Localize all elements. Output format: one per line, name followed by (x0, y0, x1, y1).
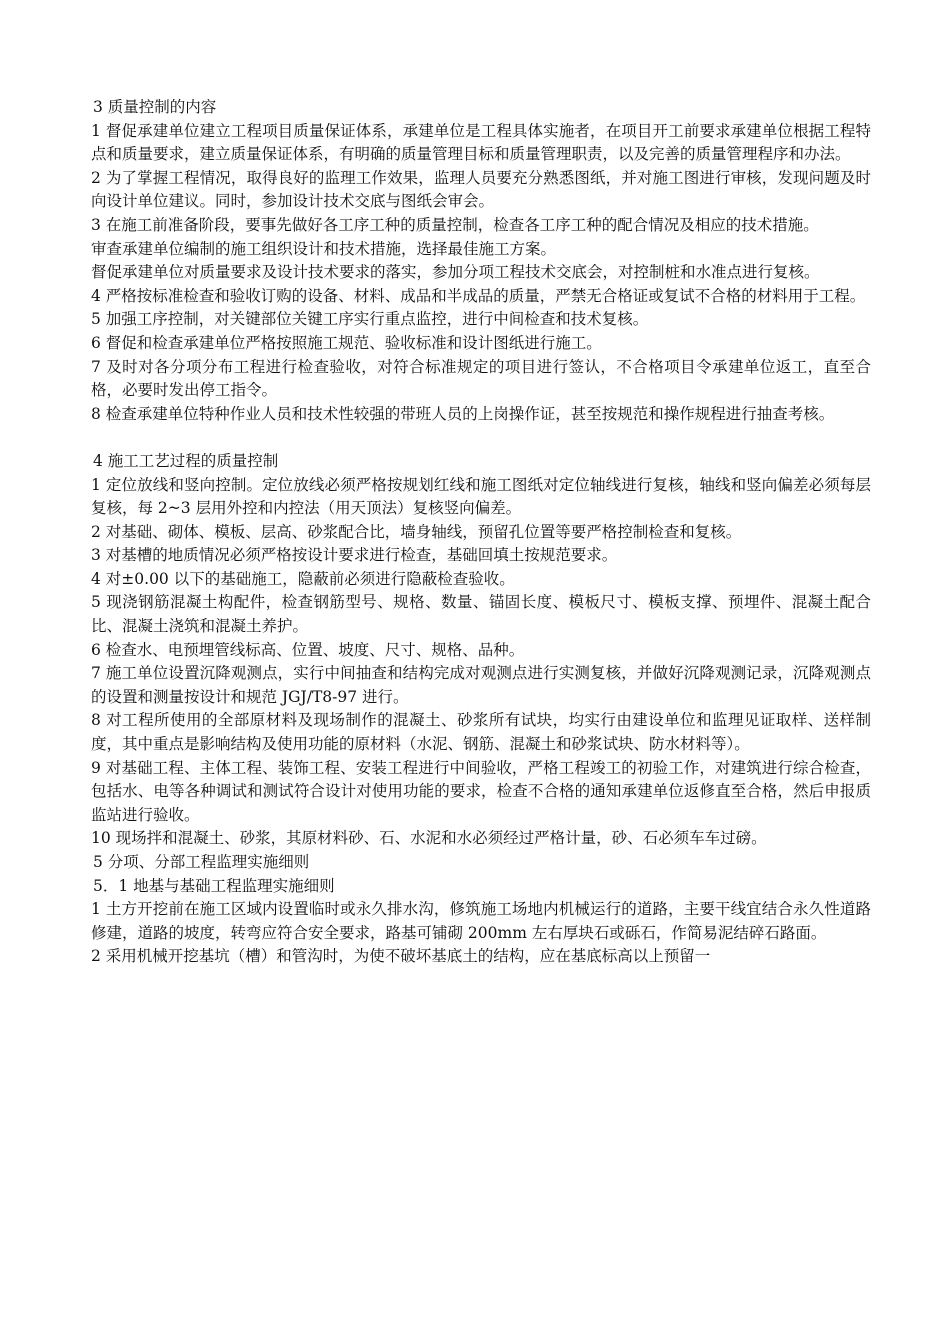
section-3-item-3a: 审查承建单位编制的施工组织设计和技术措施，选择最佳施工方案。 (91, 239, 557, 258)
section-4-item-1: 1 定位放线和竖向控制。定位放线必须严格按规划红线和施工图纸对定位轴线进行复核，轴线和竖向偏差必须每层复核，每 2~3 层用外控和内控法（用天顶法）复核竖向偏差。 (91, 475, 871, 518)
paragraph-gap (91, 426, 871, 450)
section-4-item-7: 7 施工单位设置沉降观测点，实行中间抽查和结构完成对观测点进行实测复核，并做好沉降观测记录，沉降观测点的设置和测量按设计和规范 JGJ/T8-97 进行。 (91, 664, 871, 706)
section-3-item-3: 3 在施工前准备阶段，要事先做好各工序工种的质量控制，检查各工序工种的配合情况及相应的技术措施。 (91, 215, 819, 234)
section-3-item-1: 1 督促承建单位建立工程项目质量保证体系，承建单位是工程具体实施者，在项目开工前要求承建单位根据工程特点和质量要求，建立质量保证体系，有明确的质量管理目标和质量管理职责，以及完善的质量管理程序和办法。 (91, 121, 871, 164)
section-3-title: 3 质量控制的内容 (93, 98, 217, 116)
section-4-item-9: 9 对基础工程、主体工程、装饰工程、安装工程进行中间验收，严格工程竣工的初验工作，对建筑进行综合检查，包括水、电等各种调试和测试符合设计对使用功能的要求，检查不合格的通知承建单位返修直至合格，然后申报质监站进行验收。 (91, 758, 871, 824)
section-5-1-item-1: 1 土方开挖前在施工区域内设置临时或永久排水沟，修筑施工场地内机械运行的道路，主要干线宜结合永久性道路修建，道路的坡度，转弯应符合安全要求，路基可铺砌 200mm 左右厚块石或砾石，作简易泥结碎石路面。 (91, 900, 871, 942)
section-4-item-5: 5 现浇钢筋混凝土构配件，检查钢筋型号、规格、数量、锚固长度、模板尺寸、模板支撑、预埋件、混凝土配合比、混凝土浇筑和混凝土养护。 (91, 593, 871, 636)
section-5-1-title: 5．1 地基与基础工程监理实施细则 (93, 876, 335, 895)
section-5-title: 5 分项、分部工程监理实施细则 (93, 853, 310, 871)
section-4-item-8: 8 对工程所使用的全部原材料及现场制作的混凝土、砂浆所有试块，均实行由建设单位和监理见证取样、送样制度，其中重点是影响结构及使用功能的原材料（水泥、钢筋、混凝土和砂浆试块、防水材料等）。 (91, 711, 871, 754)
section-3-item-2: 2 为了掌握工程情况，取得良好的监理工作效果，监理人员要充分熟悉图纸，并对施工图进行审核，发现问题及时向设计单位建议。同时，参加设计技术交底与图纸会审会。 (91, 168, 871, 211)
section-3-item-5: 5 加强工序控制，对关键部位关键工序实行重点监控，进行中间检查和技术复核。 (91, 310, 649, 329)
section-3-item-7: 7 及时对各分项分布工程进行检查验收，对符合标准规定的项目进行签认，不合格项目令承建单位返工，直至合格，必要时发出停工指令。 (91, 357, 871, 400)
section-3-item-6: 6 督促和检查承建单位严格按照施工规范、验收标准和设计图纸进行施工。 (91, 333, 602, 352)
section-4-title: 4 施工工艺过程的质量控制 (93, 451, 279, 470)
section-4-item-4: 4 对±0.00 以下的基础施工，隐蔽前必须进行隐蔽检查验收。 (91, 569, 515, 588)
section-4-item-2: 2 对基础、砌体、模板、层高、砂浆配合比，墙身轴线，预留孔位置等要严格控制检查和复核。 (91, 522, 742, 541)
section-4-item-3: 3 对基槽的地质情况必须严格按设计要求进行检查，基础回填土按规范要求。 (91, 546, 618, 565)
section-3-item-4: 4 严格按标准检查和验收订购的设备、材料、成品和半成品的质量，严禁无合格证或复试不合格的材料用于工程。 (91, 286, 866, 305)
section-3-item-3b: 督促承建单位对质量要求及设计技术要求的落实，参加分项工程技术交底会，对控制桩和水准点进行复核。 (91, 263, 820, 282)
section-5-1-item-2: 2 采用机械开挖基坑（槽）和管沟时，为使不破坏基底土的结构，应在基底标高以上预留一 (91, 947, 711, 966)
section-4-item-6: 6 检查水、电预埋管线标高、位置、坡度、尺寸、规格、品种。 (91, 640, 525, 659)
section-4-item-10: 10 现场拌和混凝土、砂浆，其原材料砂、石、水泥和水必须经过严格计量，砂、石必须车车过磅。 (91, 829, 767, 848)
section-3-item-8: 8 检查承建单位特种作业人员和技术性较强的带班人员的上岗操作证，甚至按规范和操作规程进行抽查考核。 (91, 404, 835, 423)
document-page (91, 96, 871, 969)
